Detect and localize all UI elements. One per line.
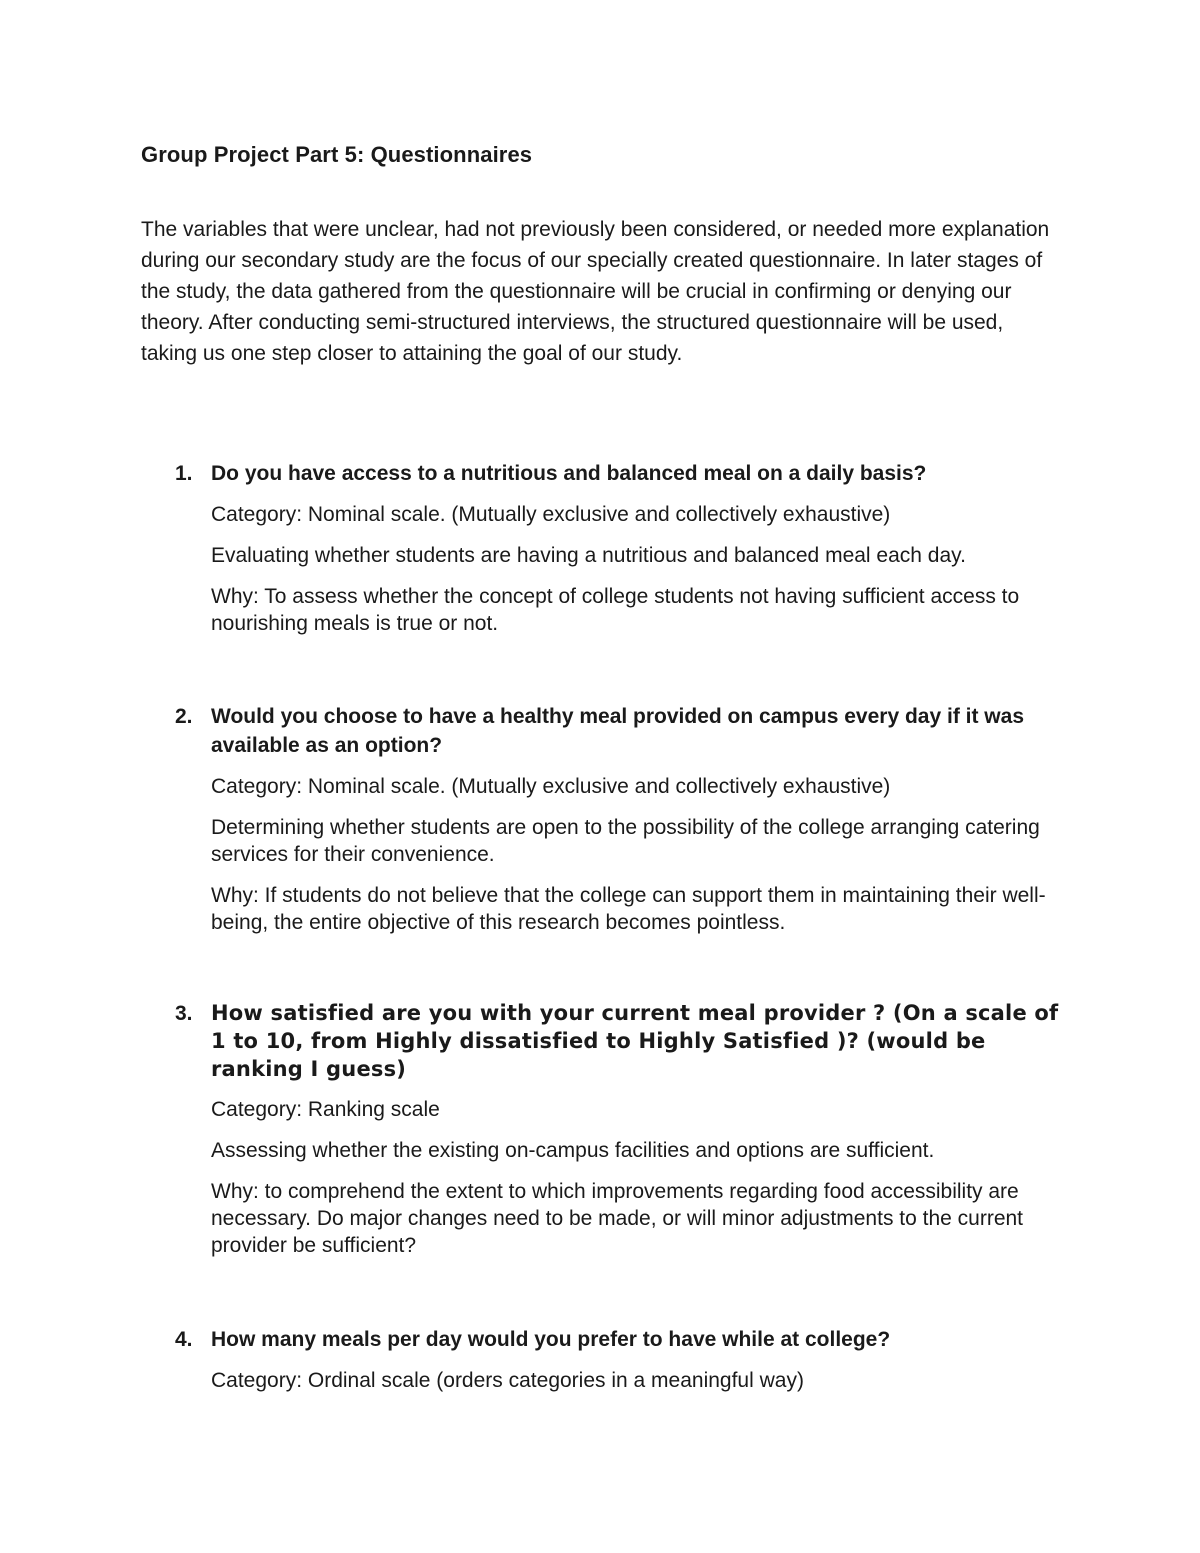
page-title: Group Project Part 5: Questionnaires bbox=[141, 142, 533, 167]
question-category: Category: Ordinal scale (orders categories in a meaningful way) bbox=[211, 1369, 804, 1392]
question-number: 3. bbox=[175, 1002, 193, 1025]
question-2 bbox=[141, 702, 1071, 936]
question-purpose: Determining whether students are open to the possibility of the college arranging catering services for their convenience. bbox=[211, 816, 1040, 866]
question-1 bbox=[141, 459, 1071, 637]
question-number: 1. bbox=[175, 462, 193, 485]
question-purpose: Evaluating whether students are having a nutritious and balanced meal each day. bbox=[211, 544, 966, 567]
question-number: 4. bbox=[175, 1328, 193, 1351]
question-category: Category: Nominal scale. (Mutually exclusive and collectively exhaustive) bbox=[211, 503, 891, 526]
question-why: Why: If students do not believe that the college can support them in maintaining their well-being, the entire objective of this research becomes pointless. bbox=[211, 884, 1046, 934]
question-purpose: Assessing whether the existing on-campus facilities and options are sufficient. bbox=[211, 1139, 935, 1162]
question-why: Why: To assess whether the concept of college students not having sufficient access to nourishing meals is true or not. bbox=[211, 585, 1020, 635]
question-3 bbox=[141, 999, 1071, 1259]
question-text: Do you have access to a nutritious and balanced meal on a daily basis? bbox=[211, 462, 927, 485]
question-text: How many meals per day would you prefer to have while at college? bbox=[211, 1328, 891, 1351]
question-text: How satisfied are you with your current meal provider ? (On a scale of 1 to 10, from Highly dissatisfied to Highly Satisfied )? (would be ranking I guess) bbox=[211, 1001, 1059, 1081]
question-category: Category: Ranking scale bbox=[211, 1098, 440, 1121]
question-text: Would you choose to have a healthy meal provided on campus every day if it was available as an option? bbox=[211, 705, 1025, 757]
intro-paragraph: The variables that were unclear, had not previously been considered, or needed more explanation during our secondary study are the focus of our specially created questionnaire. In later stages of the study, the data gathered from the questionnaire will be crucial in confirming or denying our theory. After conducting semi-structured interviews, the structured questionnaire will be used, taking us one step closer to attaining the goal of our study. bbox=[141, 218, 1050, 365]
question-number: 2. bbox=[175, 705, 193, 728]
question-category: Category: Nominal scale. (Mutually exclusive and collectively exhaustive) bbox=[211, 775, 891, 798]
question-4 bbox=[141, 1325, 1071, 1394]
question-why: Why: to comprehend the extent to which improvements regarding food accessibility are necessary. Do major changes need to be made, or will minor adjustments to the current provider be sufficient? bbox=[211, 1180, 1024, 1257]
